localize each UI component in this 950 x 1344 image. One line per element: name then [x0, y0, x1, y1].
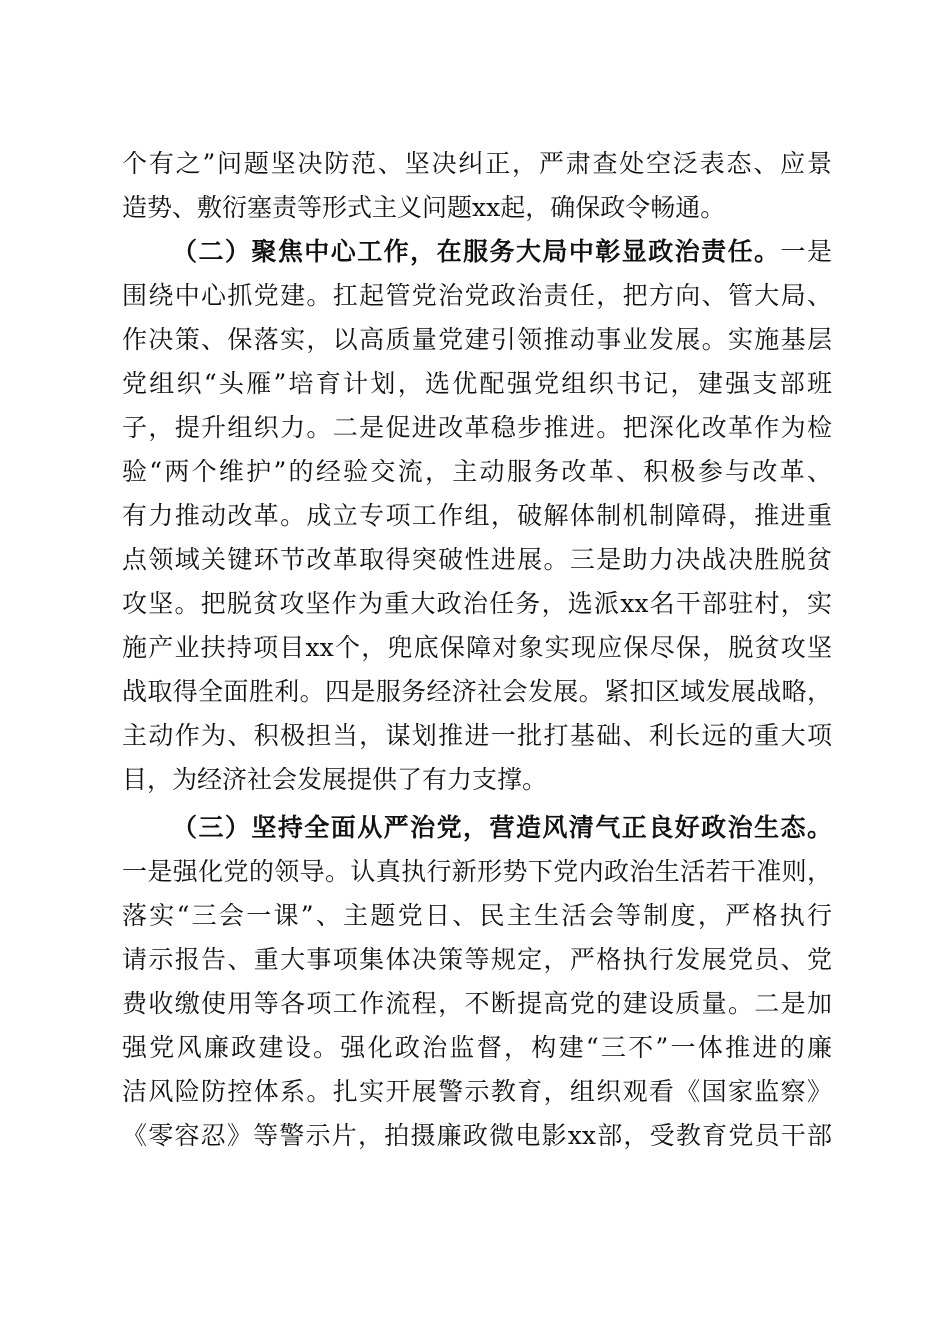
- text-line: 《零容忍》等警示片，拍摄廉政微电影xx部，受教育党员干部: [122, 1121, 832, 1150]
- text-line: 子，提升组织力。二是促进改革稳步推进。把深化改革作为检: [122, 413, 832, 442]
- text-line: 验“两个维护”的经验交流，主动服务改革、积极参与改革、: [122, 457, 832, 486]
- text-line: 围绕中心抓党建。扛起管党治党政治责任，把方向、管大局、: [122, 281, 832, 310]
- text-line: 点领域关键环节改革取得突破性进展。三是助力决战决胜脱贫: [122, 545, 832, 574]
- section-heading-line: [172, 230, 832, 274]
- section-lead-text: 一是: [780, 237, 832, 266]
- section-heading: （三）坚持全面从严治党，营造风清气正良好政治生态。: [172, 813, 832, 842]
- text-line: 落实“三会一课”、主题党日、民主生活会等制度，严格执行: [122, 901, 832, 930]
- text-line: 洁风险防控体系。扎实开展警示教育，组织观看《国家监察》: [122, 1077, 832, 1106]
- text-line: 主动作为、积极担当，谋划推进一批打基础、利长远的重大项: [122, 721, 832, 750]
- text-line: 党组织“头雁”培育计划，选优配强党组织书记，建强支部班: [122, 369, 832, 398]
- text-line: 请示报告、重大事项集体决策等规定，严格执行发展党员、党: [122, 945, 832, 974]
- text-line: 作决策、保落实，以高质量党建引领推动事业发展。实施基层: [122, 325, 832, 354]
- section-heading-line: [172, 806, 832, 850]
- section-heading: （二）聚焦中心工作，在服务大局中彰显政治责任。: [172, 237, 781, 266]
- text-line: 施产业扶持项目xx个，兜底保障对象实现应保尽保，脱贫攻坚: [122, 633, 832, 662]
- text-line: 强党风廉政建设。强化政治监督，构建“三不”一体推进的廉: [122, 1033, 832, 1062]
- text-line: 费收缴使用等各项工作流程，不断提高党的建设质量。二是加: [122, 989, 832, 1018]
- text-line: 目，为经济社会发展提供了有力支撑。: [122, 765, 548, 794]
- text-line: 战取得全面胜利。四是服务经济社会发展。紧扣区域发展战略，: [122, 677, 832, 706]
- text-line: 一是强化党的领导。认真执行新形势下党内政治生活若干准则，: [122, 857, 832, 886]
- text-line: 造势、敷衍塞责等形式主义问题xx起，确保政令畅通。: [122, 193, 726, 222]
- text-line: 个有之”问题坚决防范、坚决纠正，严肃查处空泛表态、应景: [122, 149, 832, 178]
- text-line: 有力推动改革。成立专项工作组，破解体制机制障碍，推进重: [122, 501, 832, 530]
- text-line: 攻坚。把脱贫攻坚作为重大政治任务，选派xx名干部驻村，实: [122, 589, 832, 618]
